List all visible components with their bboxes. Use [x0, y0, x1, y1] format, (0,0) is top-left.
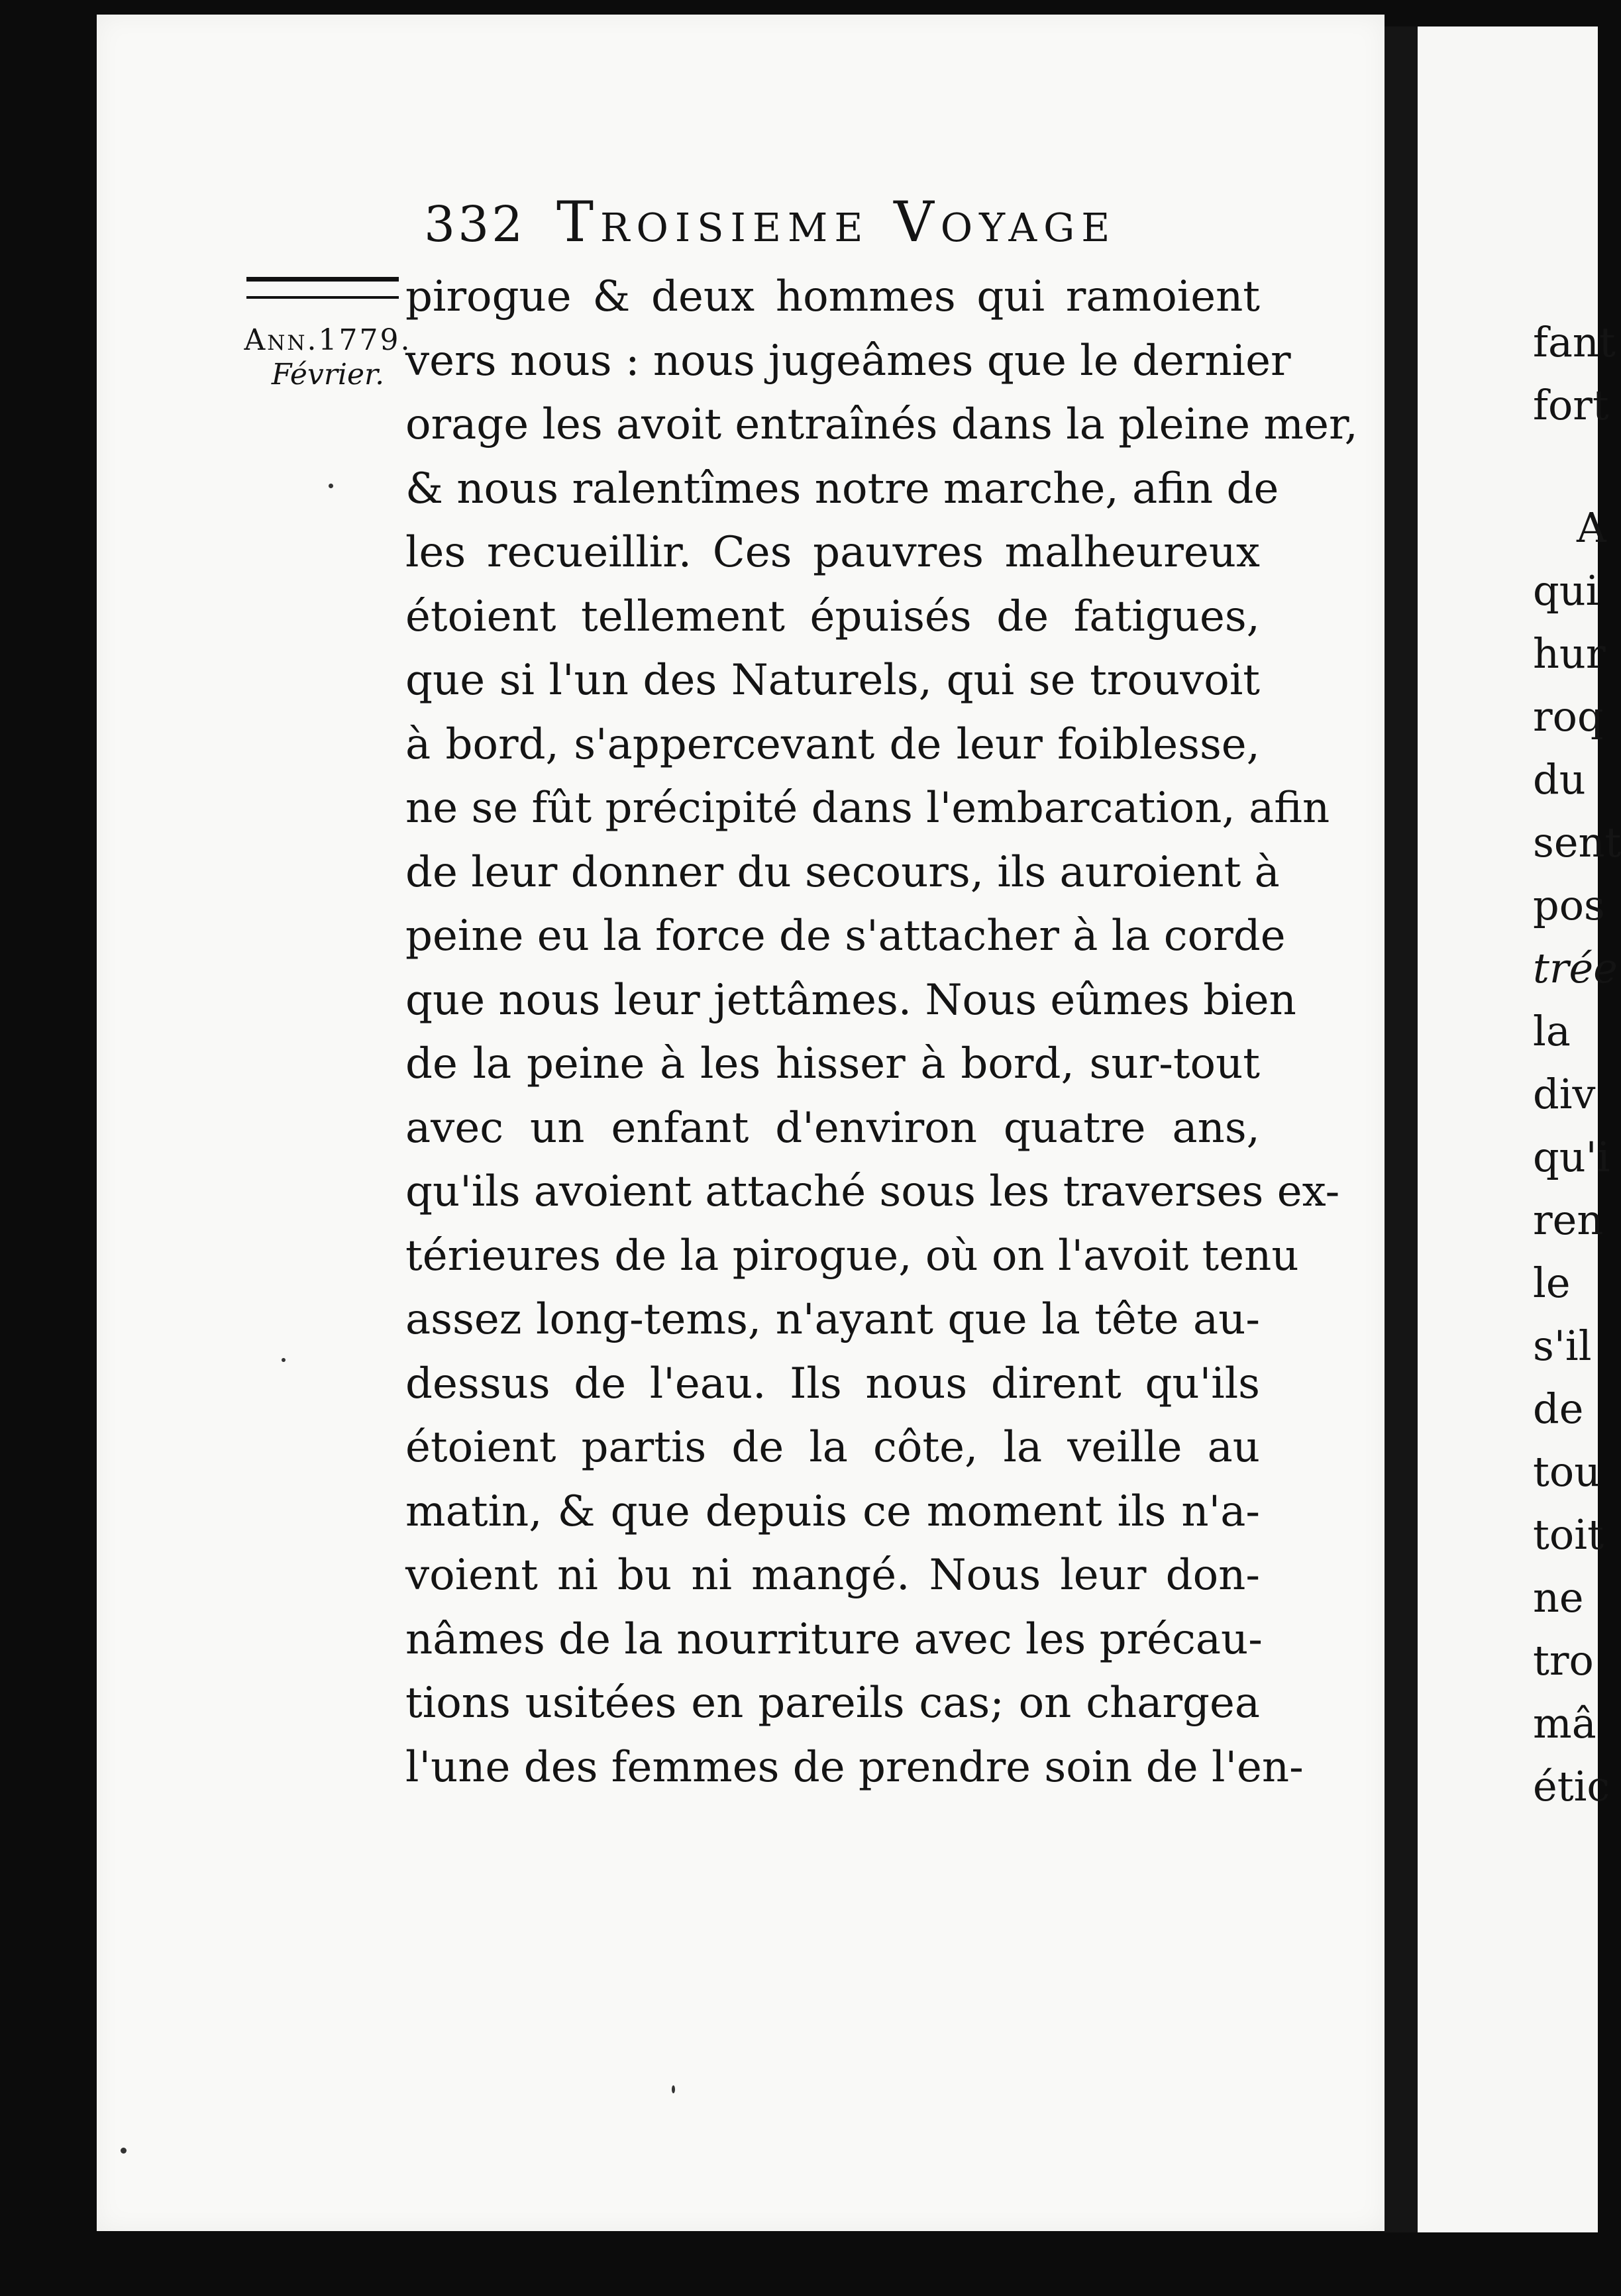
- text-line: les recueillir. Ces pauvres malheureux: [405, 528, 1260, 577]
- text-line: matin, & que depuis ce moment ils n'a-: [405, 1487, 1260, 1536]
- body-text: [405, 265, 1358, 1799]
- text-line: orage les avoit entraînés dans la pleine mer,: [405, 400, 1358, 449]
- text-line: nâmes de la nourriture avec les précau-: [405, 1614, 1263, 1664]
- right-page-fragment: fort: [1533, 381, 1609, 429]
- right-page-fragment: de: [1533, 1384, 1584, 1433]
- right-page-fragment: div: [1533, 1070, 1596, 1118]
- paper-speck: [282, 1358, 286, 1362]
- right-page-fragment: A: [1577, 503, 1606, 552]
- text-line: dessus de l'eau. Ils nous dirent qu'ils: [405, 1359, 1260, 1408]
- right-page-fragment: la: [1533, 1007, 1571, 1055]
- right-page-fragment: qu'i: [1533, 1133, 1610, 1181]
- right-page-fragment: hur: [1533, 629, 1606, 678]
- right-page: [1418, 26, 1621, 2232]
- right-page-fragment: fant: [1533, 318, 1616, 366]
- text-line: assez long-tems, n'ayant que la tête au-: [405, 1295, 1260, 1344]
- text-line: tions usitées en pareils cas; on chargea: [405, 1679, 1260, 1728]
- paper-speck: [121, 2148, 127, 2154]
- text-line: voient ni bu ni mangé. Nous leur don-: [405, 1551, 1260, 1600]
- text-line: que nous leur jettâmes. Nous eûmes bien: [405, 975, 1296, 1025]
- text-line: vers nous : nous jugeâmes que le dernier: [405, 336, 1291, 386]
- paper-speck: [672, 2085, 675, 2093]
- right-page-fragment: le: [1533, 1259, 1571, 1307]
- right-page-fragment: mâ: [1533, 1699, 1596, 1748]
- right-page-fragment: pos: [1533, 881, 1605, 929]
- right-page-fragment: tou: [1533, 1447, 1601, 1496]
- right-page-fragment: ne: [1533, 1573, 1584, 1622]
- margin-note-year: Ann.1779.: [244, 323, 412, 357]
- right-page-fragment: ren: [1533, 1196, 1604, 1244]
- text-line: de leur donner du secours, ils auroient à: [405, 847, 1280, 897]
- text-line: l'une des femmes de prendre soin de l'en-: [405, 1742, 1304, 1792]
- right-page-fragment: trée: [1533, 944, 1618, 992]
- right-page-fragment: qui: [1533, 566, 1599, 615]
- right-page-fragment: du: [1533, 755, 1586, 804]
- text-line: qu'ils avoient attaché sous les traverses ex-: [405, 1167, 1340, 1216]
- double-rule-divider: [246, 277, 399, 299]
- book-gutter: [1385, 26, 1418, 2232]
- text-line: ne se fût précipité dans l'embarcation, afin: [405, 784, 1330, 833]
- margin-note-month: Février.: [271, 358, 385, 391]
- right-page-fragment: étic: [1533, 1762, 1610, 1810]
- right-page-fragment: toit: [1533, 1510, 1604, 1559]
- right-page-fragment: tro: [1533, 1636, 1594, 1685]
- margin-note: [238, 323, 417, 392]
- right-page-fragment: s'il: [1533, 1322, 1592, 1370]
- page-number: 332: [424, 196, 526, 253]
- text-line: de la peine à les hisser à bord, sur-tout: [405, 1039, 1260, 1088]
- text-line: pirogue & deux hommes qui ramoient: [405, 272, 1260, 321]
- text-line: & nous ralentîmes notre marche, afin de: [405, 464, 1279, 513]
- text-line: que si l'un des Naturels, qui se trouvoit: [405, 656, 1260, 705]
- right-page-fragment: roq: [1533, 692, 1604, 741]
- running-head: [424, 189, 1159, 262]
- text-line: peine eu la force de s'attacher à la corde: [405, 912, 1286, 961]
- text-line: térieures de la pirogue, où on l'avoit tenu: [405, 1231, 1299, 1280]
- text-line: à bord, s'appercevant de leur foiblesse,: [405, 719, 1260, 769]
- paper-speck: [329, 484, 333, 488]
- text-line: étoient tellement épuisés de fatigues,: [405, 592, 1260, 641]
- right-page-fragment: sent: [1533, 818, 1621, 866]
- text-line: avec un enfant d'environ quatre ans,: [405, 1103, 1260, 1153]
- text-line: étoient partis de la côte, la veille au: [405, 1423, 1260, 1472]
- running-title: Troisieme Voyage: [556, 189, 1117, 254]
